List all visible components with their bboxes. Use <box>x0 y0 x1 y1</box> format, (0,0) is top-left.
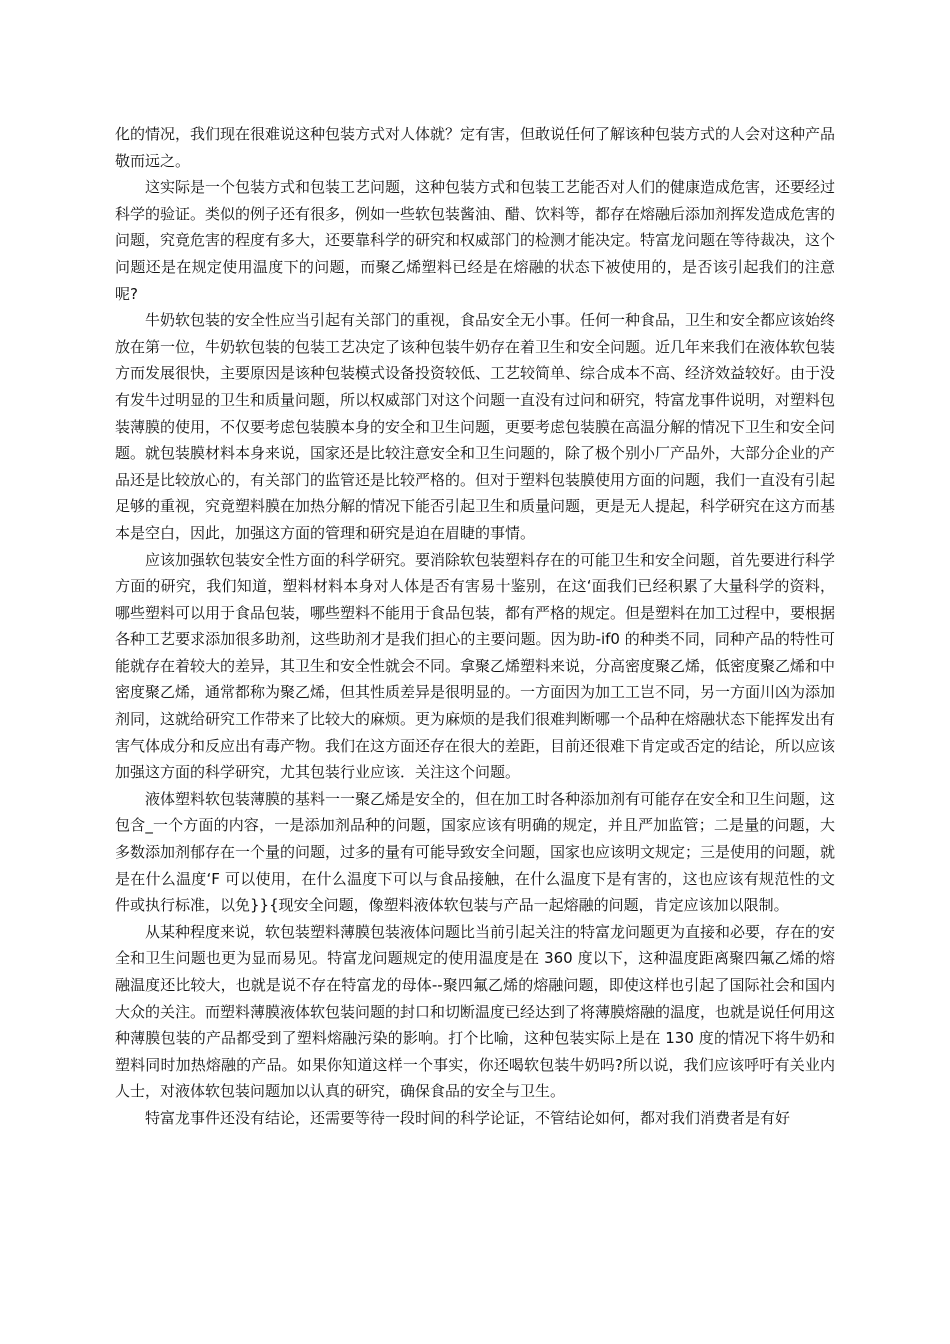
paragraph-scientific-research: 应该加强软包装安全性方面的科学研究。要消除软包装塑料存在的可能卫生和安全问题，首先要进行科学方面的研究，我们知道，塑料材料本身对人体是否有害易十鉴别，在这‘面我们已经积累了大量科学的资料，哪些塑料可以用于食品包装，哪些塑料不能用于食品包装，都有严格的规定。但是塑料在加工过程中，要根据各种工艺要求添加很多助剂，这些助剂才是我们担心的主要问题。因为助-if0 的种类不同，同种产品的特性可能就存在着较大的差异，其卫生和安全性就会不同。拿聚乙烯塑料来说，分高密度聚乙烯，低密度聚乙烯和中密度聚乙烯，通常都称为聚乙烯，但其性质差异是很明显的。一方面因为加工工岂不同，另一方面川凶为添加剂同，这就给研究工作带来了比较大的麻烦。更为麻烦的是我们很难判断哪一个品种在熔融状态下能挥发出有害气体成分和反应出有毒产物。我们在这方面还存在很大的差距，目前还很难下肯定或否定的结论，所以应该加强这方面的科学研究，尤其包装行业应该．关注这个问题。 <box>115 550 836 782</box>
paragraph-milk-packaging-safety: 牛奶软包装的安全性应当引起有关部门的重视，食品安全无小事。任何一种食品，卫生和安全都应该始终放在第一位，牛奶软包装的包装工艺决定了该种包装牛奶存在着卫生和安全问题。近几年来我们在液体软包装方而发展很快，主要原因是该种包装模式设备投资较低、工艺较简单、综合成本不高、经济效益较好。由于没有发牛过明显的卫生和质量问题，所以权威部门对这个问题一直没有过问和研究，特富龙事件说明，对塑料包装薄膜的使用，不仅要考虑包装膜本身的安全和卫生问题，更要考虑包装膜在高温分解的情况下卫生和安全问题。就包装膜材料本身来说，国家还是比较注意安全和卫生问题的，除了极个别小厂产品外，大部分企业的产品还是比较放心的，有关部门的监管还是比较严格的。但对于塑料包装膜使用方面的问题，我们一直没有引起足够的重视，究竟塑料膜在加热分解的情况下能否引起卫生和质量问题，更是无人提起，科学研究在这方而基本是空白，因此，加强这方面的管理和研究是迫在眉睫的事情。 <box>115 311 836 542</box>
paragraph-conclusion: 特富龙事件还没有结论，还需要等待一段时间的科学论证，不管结论如何，都对我们消费者是有好 <box>145 1108 791 1127</box>
paragraph-packaging-process: 这实际是一个包装方式和包装工艺问题，这种包装方式和包装工艺能否对人们的健康造成危害，还要经过科学的验证。类似的例子还有很多，例如一些软包装酱油、醋、饮料等，都存在熔融后添加剂挥发造成危害的问题，究竟危害的程度有多大，还要靠科学的研究和权威部门的检测才能决定。特富龙问题在等待裁决，这个问题还是在规定使用温度下的问题，而聚乙烯塑料已经是在熔融的状态下被使用的，是否该引起我们的注意呢? <box>115 178 836 303</box>
paragraph-polyethylene-additives: 液体塑料软包装薄膜的基料一一聚乙烯是安全的，但在加工时各种添加剂有可能存在安全和卫生问题，这包含_一个方面的内容，一是添加剂品种的问题，国家应该有明确的规定，并且严加监管；二是量的问题，大多数添加剂郁存在一个量的问题，过多的量有可能导致安全问题，国家也应该明文规定；三是使用的问题，就是在什么温度‘F 可以使用，在什么温度下可以与食品接触，在什么温度下是有害的，这也应该有规范性的文件或执行标准，以免}}{现安全问题，像塑料液体软包装与产品一起熔融的问题，肯定应该加以限制。 <box>115 789 836 915</box>
document-page <box>115 121 835 1132</box>
paragraph-teflon-comparison: 从某种程度来说，软包装塑料薄膜包装液体问题比当前引起关注的特富龙问题更为直接和必要，存在的安全和卫生问题也更为显而易见。特富龙问题规定的使用温度是在 360 度以下，这种温度距离聚四氟乙烯的熔融温度还比较大，也就是说不存在特富龙的母体--聚四氟乙烯的熔融问题，即使这样也引起了国际社会和国内大众的关注。而塑料薄膜液体软包装问题的封口和切断温度已经达到了将薄膜熔融的温度，也就是说任何用这种薄膜包装的产品都受到了塑料熔融污染的影响。打个比喻，这种包装实际上是在 130 度的情况下将牛奶和塑料同时加热熔融的产品。如果你知道这样一个事实，你还喝软包装牛奶吗?所以说，我们应该呼吁有关业内人士，对液体软包装问题加以认真的研究，确保食品的安全与卫生。 <box>115 922 836 1101</box>
paragraph-continuation: 化的情况，我们现在很难说这种包装方式对人体就？定有害，但敢说任何了解该种包装方式的人会对这种产品敬而远之。 <box>115 125 836 170</box>
